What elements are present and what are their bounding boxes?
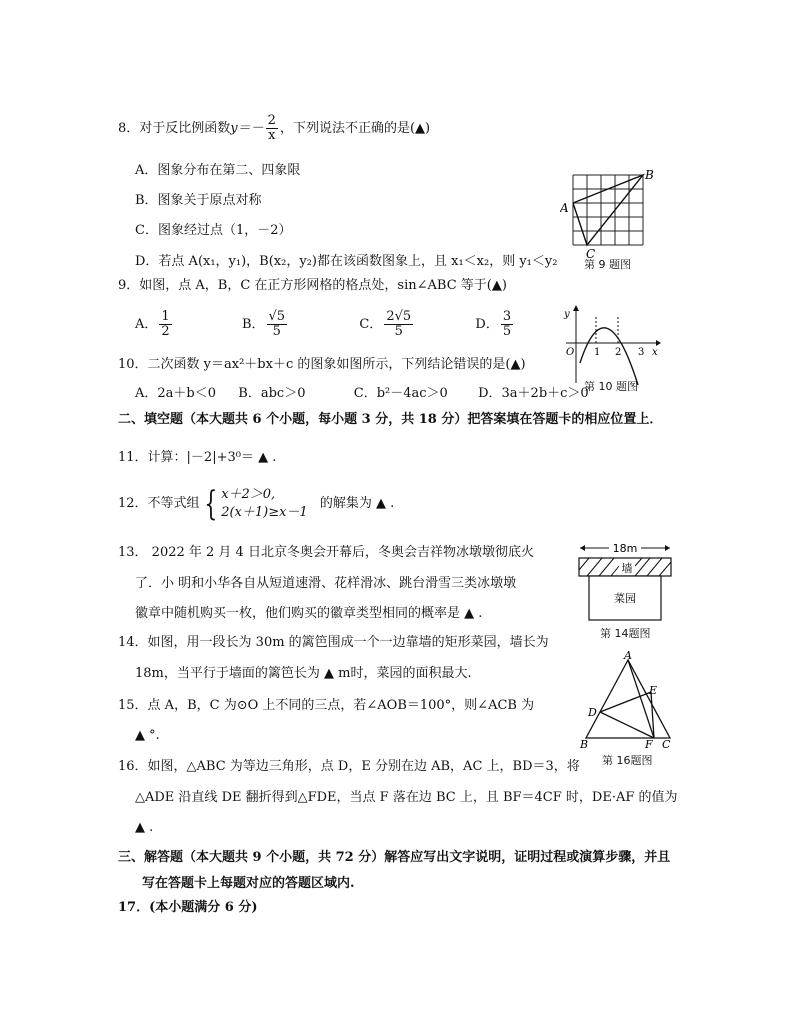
q10-options xyxy=(135,385,589,403)
fig9-label-b: B xyxy=(645,168,654,182)
q9-d-den: 5 xyxy=(502,324,512,339)
q8-number: 8． xyxy=(118,121,140,136)
q13-line3: 徽章中随机购买一枚，他们购买的徽章类型相同的概率是 ▲ . xyxy=(135,606,483,621)
q12-tail: 的解集为 ▲ . xyxy=(319,496,395,511)
fig14-arrow-right xyxy=(665,545,670,551)
q9-a-frac xyxy=(159,310,171,339)
fig10-y-label: y xyxy=(564,309,570,320)
fig10-tick-1: 1 xyxy=(594,347,601,358)
section-3-subline: 写在答题卡上每题对应的答题区域内. xyxy=(142,876,355,891)
q12-lead: 12．不等式组 xyxy=(118,496,200,511)
q14-line1: 14．如图，用一段长为 30m 的篱笆围成一个一边靠墙的矩形菜园，墙长为 xyxy=(118,635,549,650)
q9-a-num: 1 xyxy=(161,309,170,324)
q8-option-b: B．图象关于原点对称 xyxy=(135,193,262,208)
fig10-caption: 第 10 题图 xyxy=(584,380,638,393)
fig10-tick-2: 2 xyxy=(615,347,622,358)
fig14-length-label: 18m xyxy=(612,542,638,555)
q8-func: y＝－ xyxy=(230,121,264,136)
q16-line1: 16．如图，△ABC 为等边三角形，点 D，E 分别在边 AB，AC 上，BD＝3，将 xyxy=(118,759,580,774)
q8-option-a: A．图象分布在第二、四象限 xyxy=(135,163,301,178)
q9-d-frac xyxy=(501,310,513,339)
q12-system xyxy=(221,486,308,522)
q9-a-den: 2 xyxy=(161,324,170,339)
q9-a-label: A． xyxy=(135,317,158,332)
fig10-y-arrow xyxy=(573,305,579,311)
fig16-label-a: A xyxy=(624,650,632,662)
q12 xyxy=(118,484,394,524)
q17-heading: 17．(本小题满分 6 分) xyxy=(118,900,258,915)
section-2-heading: 二、填空题（本大题共 6 个小题，每小题 3 分，共 18 分）把答案填在答题卡的相应位置上． xyxy=(118,412,663,427)
fig16-label-d: D xyxy=(588,706,597,719)
q10-stem: 10．二次函数 y＝ax²＋bx＋c 的图象如图所示，下列结论错误的是(▲) xyxy=(118,357,526,372)
q9-b-label: B． xyxy=(241,317,265,332)
q9-options xyxy=(135,310,515,340)
fig9-label-a: A xyxy=(560,201,569,215)
q8-option-c: C．图象经过点（1，－2） xyxy=(135,223,292,238)
fig9-grid xyxy=(560,168,660,264)
q9-stem: 9．如图，点 A，B，C 在正方形网格的格点处，sin∠ABC 等于(▲) xyxy=(118,278,507,293)
fig10-parabola xyxy=(580,328,638,385)
section-3-heading: 三、解答题（本大题共 9 个小题，共 72 分）解答应写出文字说明，证明过程或演算步骤，并且 xyxy=(118,850,671,865)
q10-option-b: B．abc＞0 xyxy=(238,386,306,401)
fig9-caption: 第 9 题图 xyxy=(584,258,631,271)
q15-line1: 15．点 A，B，C 为⊙O 上不同的三点，若∠AOB＝100°，则∠ACB 为 xyxy=(118,698,535,713)
q8-stem xyxy=(118,114,430,143)
q9-b-num: √5 xyxy=(268,309,286,324)
fig14-arrow-left xyxy=(580,545,585,551)
q9-c-den: 5 xyxy=(394,324,403,339)
fig14-garden xyxy=(575,538,675,628)
fig10-x-arrow xyxy=(656,340,661,346)
q9-c-frac xyxy=(384,310,413,339)
q16-line3: ▲ . xyxy=(135,820,154,835)
q13-line2: 了．小 明和小华各自从短道速滑、花样滑冰、跳台滑雪三类冰墩墩 xyxy=(135,576,517,591)
fig16-label-b: B xyxy=(580,738,589,750)
q9-b-den: 5 xyxy=(272,324,281,339)
fig10-tick-3: 3 xyxy=(638,347,645,358)
fig14-caption: 第 14题图 xyxy=(600,627,651,640)
q9-c-label: C． xyxy=(359,317,383,332)
fig9-triangle xyxy=(573,175,643,245)
fig16-caption: 第 16题图 xyxy=(602,754,653,767)
q8-frac-den: x xyxy=(268,128,276,143)
q11: 11．计算：|－2|+3⁰＝ ▲ . xyxy=(118,450,277,465)
fig16-triangle xyxy=(578,650,678,750)
fig16-label-f: F xyxy=(645,738,653,750)
fig10-graph xyxy=(562,303,662,387)
q10-option-c: C．b²－4ac＞0 xyxy=(353,386,448,401)
fig14-wall-label: 墙 xyxy=(621,562,633,575)
q10-option-d: D．3a＋2b＋c＞0 xyxy=(478,386,589,401)
q9-d-num: 3 xyxy=(502,309,512,324)
q8-option-d: D．若点 A(x₁，y₁)，B(x₂，y₂)都在该函数图象上，且 x₁＜x₂，则 y₁＜y₂ xyxy=(135,254,558,269)
fig14-garden-label: 菜园 xyxy=(614,592,636,605)
q8-fraction xyxy=(266,114,278,143)
q12-eq2: 2(x＋1)≥x－1 xyxy=(221,504,308,520)
fig16-lines xyxy=(586,660,670,738)
fig10-origin: O xyxy=(566,347,575,358)
q8-frac-num: 2 xyxy=(267,113,276,128)
fig16-label-e: E xyxy=(649,684,658,697)
q14-line2: 18m，当平行于墙面的篱笆长为 ▲ m时，菜园的面积最大. xyxy=(135,666,472,681)
q10-option-a: A．2a＋b＜0 xyxy=(135,386,217,401)
q9-d-label: D． xyxy=(475,317,499,332)
q15-line2: ▲ °. xyxy=(135,728,160,743)
fig16-label-c: C xyxy=(662,738,671,750)
q8-tail: ，下列说法不正确的是(▲) xyxy=(279,121,431,136)
q12-brace: { xyxy=(203,483,217,524)
q9-c-num: 2√5 xyxy=(386,309,412,324)
q13-line1: 13． 2022 年 2 月 4 日北京冬奥会开幕后，冬奥会吉祥物冰墩墩彻底火 xyxy=(118,545,534,560)
q12-eq1: x＋2＞0, xyxy=(221,486,276,502)
q8-lead: 对于反比例函数 xyxy=(139,121,231,136)
fig9-label-c: C xyxy=(586,247,596,261)
q9-b-frac xyxy=(267,310,288,339)
fig10-x-label: x xyxy=(652,347,658,358)
q16-line2: △ADE 沿直线 DE 翻折得到△FDE，当点 F 落在边 BC 上，且 BF＝4CF 时，DE·AF 的值为 xyxy=(135,790,678,805)
